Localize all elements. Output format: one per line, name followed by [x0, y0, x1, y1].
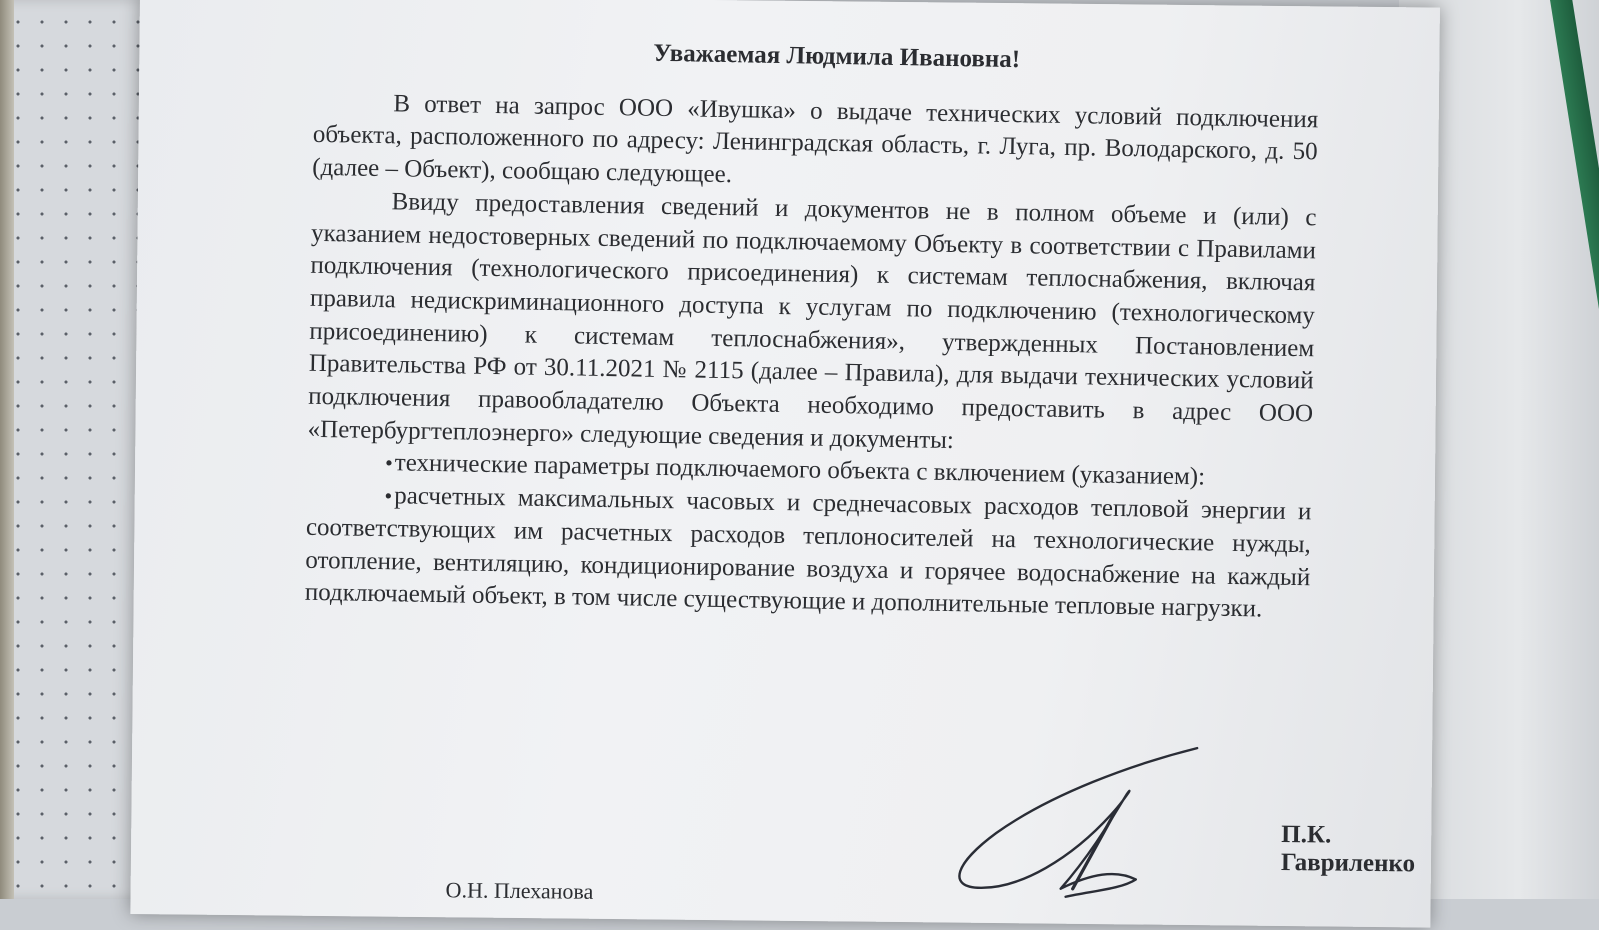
handwritten-signature: [940, 737, 1242, 910]
green-folder-stripe: [1547, 0, 1599, 930]
bullet-item-heat-loads: [305, 479, 1312, 627]
bullet-icon: •: [384, 483, 393, 509]
salutation: Уважаемая Людмила Ивановна!: [653, 39, 1021, 74]
signer-name: П.К. Гавриленко: [1280, 820, 1416, 878]
letter-body: [305, 32, 1320, 627]
bullet-icon: •: [384, 450, 394, 476]
executor-name: О.Н. Плеханова: [445, 877, 594, 904]
letter-sheet: [130, 0, 1440, 928]
paragraph-requirements: Ввиду предоставления сведений и документов не в полном объеме и (или) с указанием недостоверных сведений по подключаемому Объекту в соответствии с Правилами подключения (технологического присоединения) к системам теплоснабжения, включая правила недискриминационного доступа к услугам по подключению (технологическому присоединению) к системам теплоснабжения», утвержденных Постановлением Правительства РФ от 30.11.2021 № 2115 (далее – Правила), для выдачи технических условий подключения правообладателю Объекта необходимо предоставить в адрес ООО «Петербургтеплоэнерго» следующие сведения и документы:: [307, 188, 1317, 454]
notebook-edge: [0, 0, 14, 899]
paragraph-request: В ответ на запрос ООО «Ивушка» о выдаче технических условий подключения объекта, расположенного по адресу: Ленинградская область, г. Луга, пр. Володарского, д. 50 (далее – Объект), сообщаю следующее.: [312, 89, 1319, 189]
bullet-text: расчетных максимальных часовых и среднечасовых расходов тепловой энергии и соответствующих им расчетных расходов теплоносителей на технологические нужды, отопление, вентиляцию, кондиционирование воздуха и горячее водоснабжение на каждый подключаемый объект, в том числе существующие и дополнительные тепловые нагрузки.: [304, 482, 1312, 623]
bullet-text: технические параметры подключаемого объекта с включением (указанием):: [394, 449, 1206, 491]
